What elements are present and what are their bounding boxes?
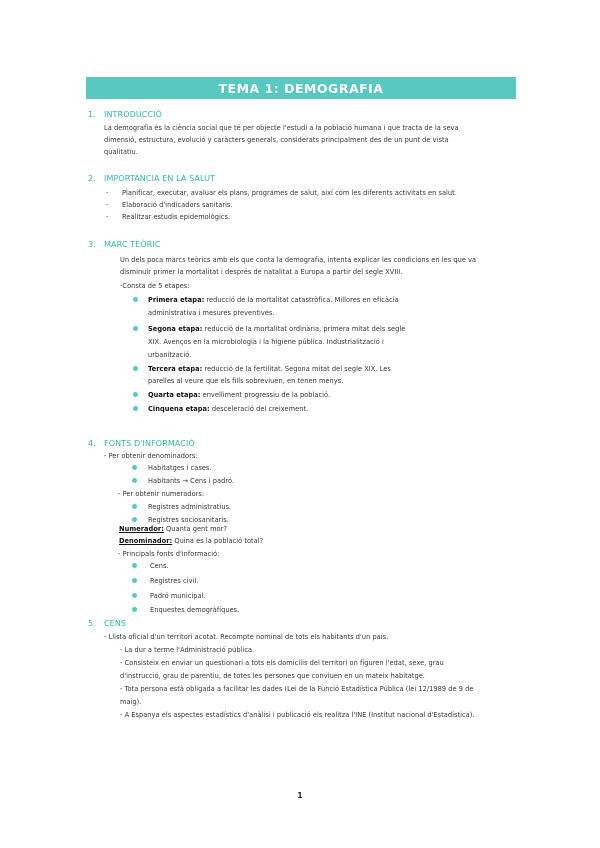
stage-label: Cinquena etapa: (148, 405, 210, 413)
stage-label: Segona etapa: (148, 325, 203, 333)
bullet-dot (132, 563, 137, 568)
dash-bullet: - (106, 189, 109, 197)
denominador-label: Denominador: (119, 537, 173, 545)
stage-text: urbanització. (148, 351, 192, 359)
section-5-line: - Tota persona està obligada a facilitar les dades (Lei de la Funció Estadística Pública (lei 12/1989 de 9 de (120, 685, 474, 693)
page-number: 1 (297, 791, 303, 800)
section-1-line: qualitatiu. (104, 148, 138, 156)
page-title: TEMA 1: DEMOGRAFIA (86, 77, 516, 99)
numerador-text: Quanta gent mor? (163, 525, 227, 533)
section-1-line: La demografia és la ciència social que té per objecte l'estudi a la població humana i que tracta de la seva (104, 124, 459, 132)
denominador-line (119, 537, 263, 545)
bullet-dot (132, 517, 137, 522)
section-2-number: 2. (88, 174, 96, 183)
section-3-heading: MARC TEÒRIC (104, 240, 161, 249)
section-3-line: -Consta de 5 etapes: (120, 282, 190, 290)
stage-label: Tercera etapa: (148, 365, 203, 373)
bullet-dot (133, 297, 138, 302)
stage-text: reducció de la fertilitat. Segona mitat del segle XIX. Les (202, 365, 391, 373)
bullet-dot (133, 406, 138, 411)
bullet-dot (133, 326, 138, 331)
stage-item (148, 365, 391, 373)
stage-label: Quarta etapa: (148, 391, 201, 399)
denominador-text: Quina es la població total? (172, 537, 264, 545)
stage-item (148, 405, 308, 413)
section-1-line: dimensió, estructura, evolució y caràcters generals, considerats principalment des de un punt de vista (104, 136, 449, 144)
list-item: Planificar, executar, avaluar els plans, programes de salut, així com les diferents activitats en salut. (122, 189, 457, 197)
section-5-line: - Llista oficial d'un territori acotat. Recompte nominal de tots els habitants d'un país. (104, 633, 389, 641)
bullet-dot (132, 504, 137, 509)
section-4-number: 4. (88, 439, 96, 448)
section-3-line: disminuir primer la mortalitat i després de natalitat a Europa a partir del segle XVIII. (120, 268, 403, 276)
bullet-dot (132, 478, 137, 483)
dash-bullet: - (106, 201, 109, 209)
stage-item (148, 296, 399, 304)
numerador-line (119, 525, 227, 533)
section-2-heading: IMPORTANCIA EN LA SALUT (104, 174, 216, 183)
list-intro: - Per obtenir denominadors: (104, 452, 198, 460)
section-5-number: 5. (88, 619, 96, 628)
stage-item (148, 391, 330, 399)
list-intro: - Per obtenir numeradors: (118, 490, 205, 498)
section-1-heading: INTRODUCCIÓ (104, 110, 163, 119)
bullet-dot (132, 465, 137, 470)
list-item: Padró municipal. (150, 592, 206, 600)
section-5-line: d'instrucció, grau de parentiu, de totes les persones que conviuen en un mateix habitatge. (120, 672, 425, 680)
section-5-line: - La dur a terme l'Administració pública. (120, 646, 255, 654)
bullet-dot (133, 366, 138, 371)
list-item: Elaboració d'indicadors sanitaris. (122, 201, 233, 209)
stage-item (148, 325, 405, 333)
stage-text: administrativa i mesures preventives. (148, 309, 275, 317)
section-5-line: - Consisteix en enviar un questionari a tots els domicilis del territori on figuren l'edat, sexe, grau (120, 659, 444, 667)
stage-text: reducció de la mortalitat catastròfica. Millores en eficàcia (204, 296, 399, 304)
section-5-line: - A Espanya els aspectes estadístics d'anàlisi i publicació els realitza l'INE (Institut nacional d'Estadística). (120, 711, 475, 719)
list-item: Realitzar estudis epidemològics. (122, 213, 231, 221)
list-item: Registres civil. (150, 577, 199, 585)
list-item: Cens. (150, 562, 169, 570)
section-5-heading: CENS (104, 619, 127, 628)
stage-text: XIX. Avenços en la microbiologia i la higiene pública. Industrialització i (148, 338, 384, 346)
bullet-dot (132, 607, 137, 612)
section-5-line: maig). (120, 698, 142, 706)
section-4-heading: FONTS D'INFORMACIÓ (104, 439, 195, 448)
list-item: Habitants → Cens i padró. (148, 477, 235, 485)
list-item: Registres administratius. (148, 503, 232, 511)
stage-label: Primera etapa: (148, 296, 205, 304)
list-item: Habitatges i cases. (148, 464, 212, 472)
dash-bullet: - (106, 213, 109, 221)
list-intro: - Principals fonts d'informació: (118, 550, 220, 558)
bullet-dot (132, 578, 137, 583)
stage-text: parelles al veure que els fills sobreviuen, en tenen menys. (148, 377, 344, 385)
section-1-number: 1. (88, 110, 96, 119)
list-item: Enquestes demogràfiques. (150, 606, 240, 614)
bullet-dot (132, 593, 137, 598)
section-3-number: 3. (88, 240, 96, 249)
stage-text: desceleració del creixement. (209, 405, 309, 413)
bullet-dot (133, 392, 138, 397)
stage-text: envelliment progressiu de la població. (200, 391, 331, 399)
stage-text: reducció de la mortalitat ordinària, primera mitat dels segle (202, 325, 406, 333)
list-item: Registres sociosanitaris. (148, 516, 229, 524)
numerador-label: Numerador: (119, 525, 164, 533)
section-3-line: Un dels poca marcs teòrics amb els que conta la demografia, intenta explicar les condicions en les que va (120, 256, 477, 264)
